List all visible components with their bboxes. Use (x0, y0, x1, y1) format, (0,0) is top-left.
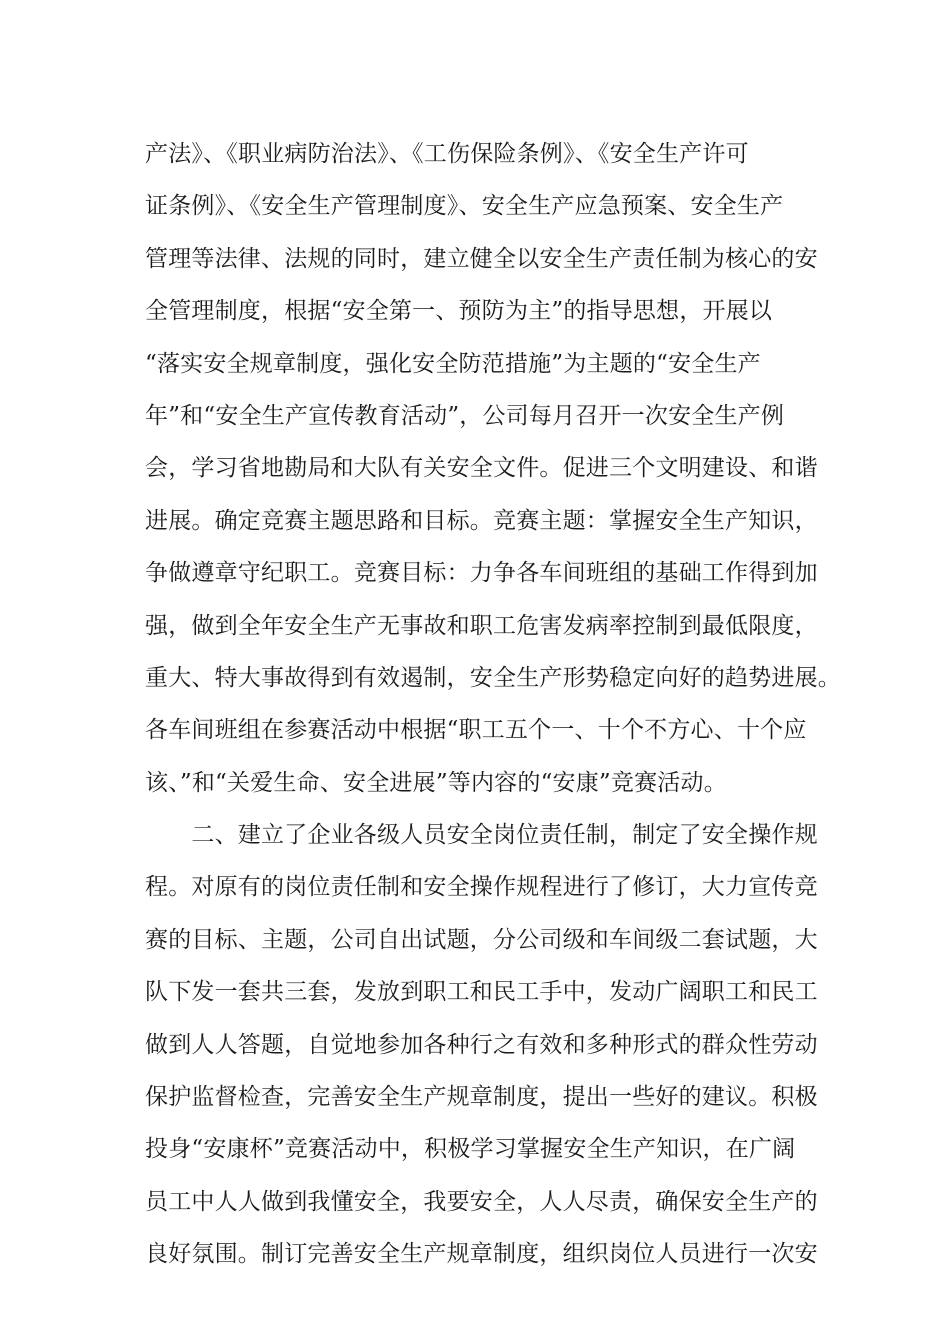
text-line: 该、”和“关爱生命、安全进展”等内容的“安康”竞赛活动。 (145, 769, 727, 796)
text-line: 进展。确定竞赛主题思路和目标。竞赛主题：掌握安全生产知识， (145, 507, 818, 534)
text-line: 良好氛围。制订完善安全生产规章制度，组织岗位人员进行一次安 (145, 1241, 818, 1268)
text-line: 管理等法律、法规的同时，建立健全以安全生产责任制为核心的安 (145, 245, 818, 272)
paragraph-start-line: 二、建立了企业各级人员安全岗位责任制，制定了安全操作规 (145, 822, 818, 849)
text-line: 会，学习省地勘局和大队有关安全文件。促进三个文明建设、和谐 (145, 455, 818, 482)
text-line: 队下发一套共三套，发放到职工和民工手中，发动广阔职工和民工 (145, 979, 818, 1006)
text-line: 程。对原有的岗位责任制和安全操作规程进行了修订，大力宣传竞 (145, 874, 818, 901)
text-line: 全管理制度，根据“安全第一、预防为主”的指导思想，开展以 (145, 298, 773, 325)
text-line: 产法》、《职业病防治法》、《工伤保险条例》、《安全生产许可 (145, 141, 749, 167)
text-line: 做到人人答题，自觉地参加各种行之有效和多种形式的群众性劳动 (145, 1031, 818, 1058)
text-line: 证条例》、《安全生产管理制度》、安全生产应急预案、安全生产 (145, 193, 784, 220)
text-line: 员工中人人做到我懂安全，我要安全，人人尽责，确保安全生产的 (145, 1188, 818, 1215)
text-line: 保护监督检查，完善安全生产规章制度，提出一些好的建议。积极 (145, 1084, 818, 1111)
text-line: 强，做到全年安全生产无事故和职工危害发病率控制到最低限度， (145, 612, 818, 639)
text-line: 重大、特大事故得到有效遏制，安全生产形势稳定向好的趋势进展。 (145, 664, 841, 691)
document-body (145, 128, 841, 1281)
text-line: 年”和“安全生产宣传教育活动”，公司每月召开一次安全生产例 (145, 402, 785, 429)
text-line: 各车间班组在参赛活动中根据“职工五个一、十个不方心、十个应 (145, 717, 807, 744)
text-line: 赛的目标、主题，公司自出试题，分公司级和车间级二套试题，大 (145, 926, 818, 953)
text-line: 投身“安康杯”竞赛活动中，积极学习掌握安全生产知识，在广阔 (145, 1136, 796, 1163)
text-line: “落实安全规章制度，强化安全防范措施”为主题的“安全生产 (145, 350, 761, 377)
text-line: 争做遵章守纪职工。竞赛目标：力争各车间班组的基础工作得到加 (145, 560, 818, 587)
